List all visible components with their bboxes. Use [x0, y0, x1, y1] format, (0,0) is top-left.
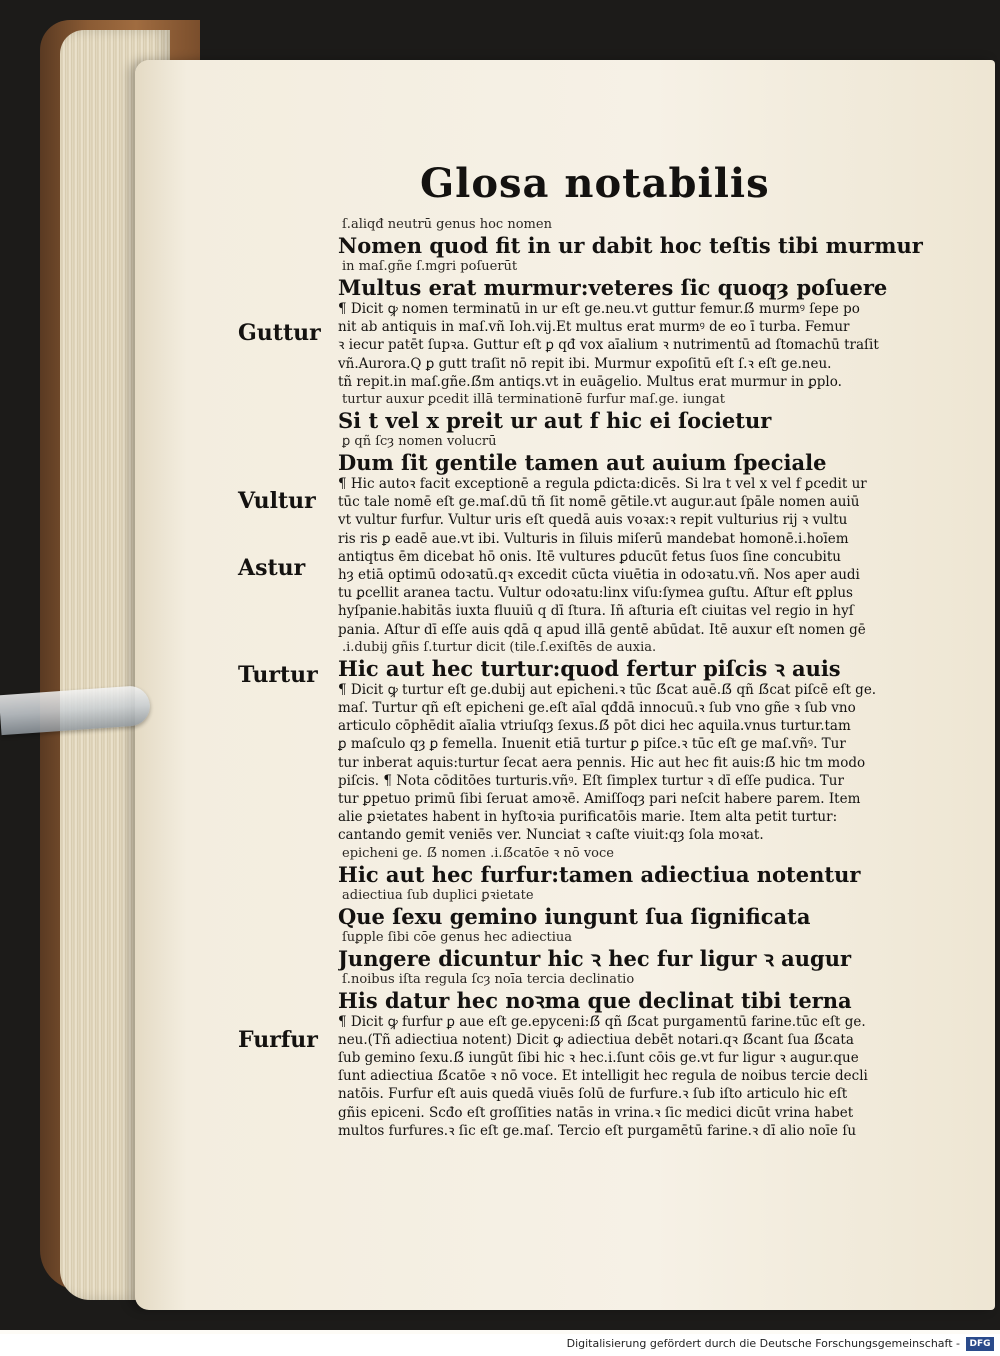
- margin-note-guttur: Guttur: [238, 320, 321, 346]
- gloss-line: ſ.aliqđ neutrū genus hoc nomen: [342, 217, 552, 232]
- commentary-line: ris ris ꝑ eadē aue.vt ibi. Vulturis in ſiluis miſerū mandebat homonē.i.hoīem: [338, 530, 849, 547]
- commentary-line: articulo cōphēdit aīalia vtriuſqȝ ſexus.ẞ pōt dici hec aquila.vnus turtur.tam: [338, 718, 851, 735]
- commentary-line: ¶ Dicit ꝙ nomen terminatū in ur eſt ge.neu.vt guttur femur.ẞ murmꝰ ſepe po: [338, 301, 860, 317]
- margin-note-turtur: Turtur: [238, 662, 318, 688]
- commentary-line: hȝ etiā optimū odoꝛatū.qꝛ excedit cūcta viuētia in odoꝛatu.vñ. Nos aper audi: [338, 567, 860, 584]
- margin-note-furfur: Furfur: [238, 1027, 318, 1053]
- verse-line: Multus erat murmur:veteres ſic quoqȝ poſuere: [338, 275, 888, 300]
- verse-line: Que ſexu gemino iungunt ſua ſignificata: [338, 903, 811, 929]
- verse-line: Nomen quod fit in ur dabit hoc teſtis tibi murmur: [338, 233, 923, 258]
- dfg-logo: DFG: [966, 1337, 994, 1351]
- margin-note-vultur: Vultur: [238, 488, 316, 514]
- commentary-line: gñis epiceni. Scđo eſt groſſities natās in vrina.ꝛ ſic medici dicūt vrina habet: [338, 1104, 854, 1121]
- commentary-line: piſcis. ¶ Nota cōditōes turturis.vñꝰ. Eſt ſimplex turtur ꝛ dī eſſe pudica. Tur: [338, 772, 844, 789]
- commentary-line: neu.(Tñ adiectiua notent) Dicit ꝙ adiectiua debēt notari.qꝛ ẞcant ſua ẞcata: [338, 1031, 854, 1048]
- commentary-line: vñ.Aurora.Q ꝑ gutt traſit nō repit ibi. Murmur expoſitū eſt ſ.ꝛ eſt ge.neu.: [338, 355, 832, 372]
- gloss-line: .i.dubij gñis ſ.turtur dicit (tile.ſ.exiſtēs de auxia.: [342, 639, 657, 655]
- verse-line: Hic aut hec furfur:tamen adiectiua notentur: [338, 861, 861, 887]
- verse-line: Hic aut hec turtur:quod fertur piſcis ꝛ auis: [338, 655, 841, 681]
- gloss-line: turtur auxur ꝑcedit illā terminationē furfur maſ.ge. iungat: [342, 392, 725, 408]
- commentary-line: antiqtus ēm dicebat hō onis. Itē vultures ꝑducūt fetus ſuos ſine concubitu: [338, 548, 841, 565]
- commentary-line: pania. Aſtur dī eſſe auis qdā q apud illā gentē abūdat. Itē auxur eſt nomen gē: [338, 621, 866, 638]
- commentary-line: tūc tale nomē eſt ge.maſ.dū tñ ſit nomē gētile.vt augur.aut ſpāle nomen auiū: [338, 494, 860, 511]
- commentary-line: tur inberat aquis:turtur ſecat aera pennis. Hic aut hec fit auis:ẞ hic tm modo: [338, 754, 866, 771]
- commentary-line: ¶ Dicit ꝙ furfur ꝑ aue eſt ge.epyceni:ẞ qñ ẞcat purgamentū farine.tūc eſt ge.: [338, 1013, 866, 1030]
- commentary-line: tu ꝑcellit aranea tactu. Vultur odoꝛatu:linx viſu:ſymea guſtu. Aſtur eſt ꝑplus: [338, 585, 853, 602]
- commentary-line: ¶ Dicit ꝙ turtur eſt ge.dubij aut epicheni.ꝛ tūc ẞcat auē.ẞ qñ ẞcat piſcē eſt ge.: [338, 681, 877, 698]
- gloss-line: in maſ.gñe ſ.mgri poſuerūt: [342, 259, 518, 274]
- commentary-line: maſ. Turtur qñ eſt epicheni ge.eſt aīal qđdā innocuū.ꝛ ſub vno gñe ꝛ ſub vno: [338, 700, 856, 717]
- commentary-line: vt vultur furfur. Vultur uris eſt quedā auis voꝛax:ꝛ repit vulturius rij ꝛ vultu: [338, 512, 848, 529]
- commentary-line: hyſpanie.habitās iuxta fluuiū q dī ſtura. Iñ aſturia eſt ciuitas vel regio in hyſ: [338, 603, 854, 620]
- gloss-line: epicheni ge. ẞ nomen .i.ẞcatōe ꝛ nō voce: [342, 845, 614, 861]
- verse-line: Si t vel x preit ur aut f hic ei ſocietur: [338, 408, 772, 434]
- gloss-line: adiectiua ſub duplici ꝑꝛietate: [342, 887, 534, 903]
- gloss-line: ſ.noibus iſta regula ſcȝ noīa tercia declinatio: [342, 971, 635, 987]
- commentary-line: nit ab antiquis in maſ.vñ Ioh.vij.Et multus erat murmꝰ de eo ī turba. Femur: [338, 319, 850, 336]
- gloss-line: ſuꝑple ſibi cōe genus hec adiectiua: [342, 929, 573, 945]
- verse-line: Dum ſit gentile tamen aut auium ſpeciale: [338, 450, 827, 476]
- commentary-line: multos furfures.ꝛ ſic eſt ge.maſ. Tercio eſt purgamētū farine.ꝛ dī alio noīe ſu: [338, 1122, 857, 1139]
- footer-bar: [0, 1334, 1000, 1356]
- commentary-line: ſunt adiectiua ẞcatōe ꝛ nō voce. Et intelligit hec regula de noibus tercie decli: [338, 1068, 868, 1085]
- commentary-line: alie ꝑꝛietates habent in hyſtoꝛia purificatōis marie. Item alta petit turtur:: [338, 809, 838, 826]
- commentary-line: natōis. Furfur eſt auis quedā viuēs ſolū de furfure.ꝛ ſub iſto articulo hic eſt: [338, 1086, 848, 1103]
- verse-line: His datur hec noꝛma que declinat tibi terna: [338, 987, 852, 1013]
- footer-credit: Digitalisierung gefördert durch die Deutsche Forschungsgemeinschaft -: [566, 1337, 960, 1350]
- commentary-line: ¶ Hic autoꝛ facit exceptionē a regula ꝑdicta:dicēs. Si lra t vel x vel f ꝑcedit ur: [338, 476, 867, 493]
- commentary-line: ꝑ maſculo qȝ ꝑ femella. Inuenit etiā turtur ꝑ piſce.ꝛ tūc eſt ge maſ.vñꝰ. Tur: [338, 736, 846, 753]
- text-column: [338, 216, 938, 1140]
- commentary-line: cantando gemit veniēs ver. Nunciat ꝛ caſte viuit:qȝ ſola moꝛat.: [338, 827, 764, 844]
- commentary-line: ſub gemino ſexu.ẞ iungūt ſibi hic ꝛ hec.i.ſunt cōis ge.vt fur ligur ꝛ augur.que: [338, 1050, 859, 1067]
- commentary-line: tñ repit.in maſ.gñe.ẞm antiqs.vt in euāgelio. Multus erat murmur in ꝑplo.: [338, 373, 842, 390]
- verse-line: Jungere dicuntur hic ꝛ hec fur ligur ꝛ augur: [338, 945, 852, 971]
- commentary-line: ꝛ iecur patēt ſupꝛa. Guttur eſt ꝑ qđ vox aīalium ꝛ nutrimentū ad ſtomachū traſit: [338, 337, 879, 354]
- gloss-line: ꝑ qñ ſcȝ nomen volucrū: [342, 434, 497, 450]
- margin-note-astur: Astur: [238, 555, 306, 581]
- commentary-line: tur ꝑpetuo primū ſibi ſeruat amoꝛē. Amiſſoqȝ pari neſcit habere parem. Item: [338, 791, 861, 808]
- page-title: Glosa notabilis: [420, 160, 770, 207]
